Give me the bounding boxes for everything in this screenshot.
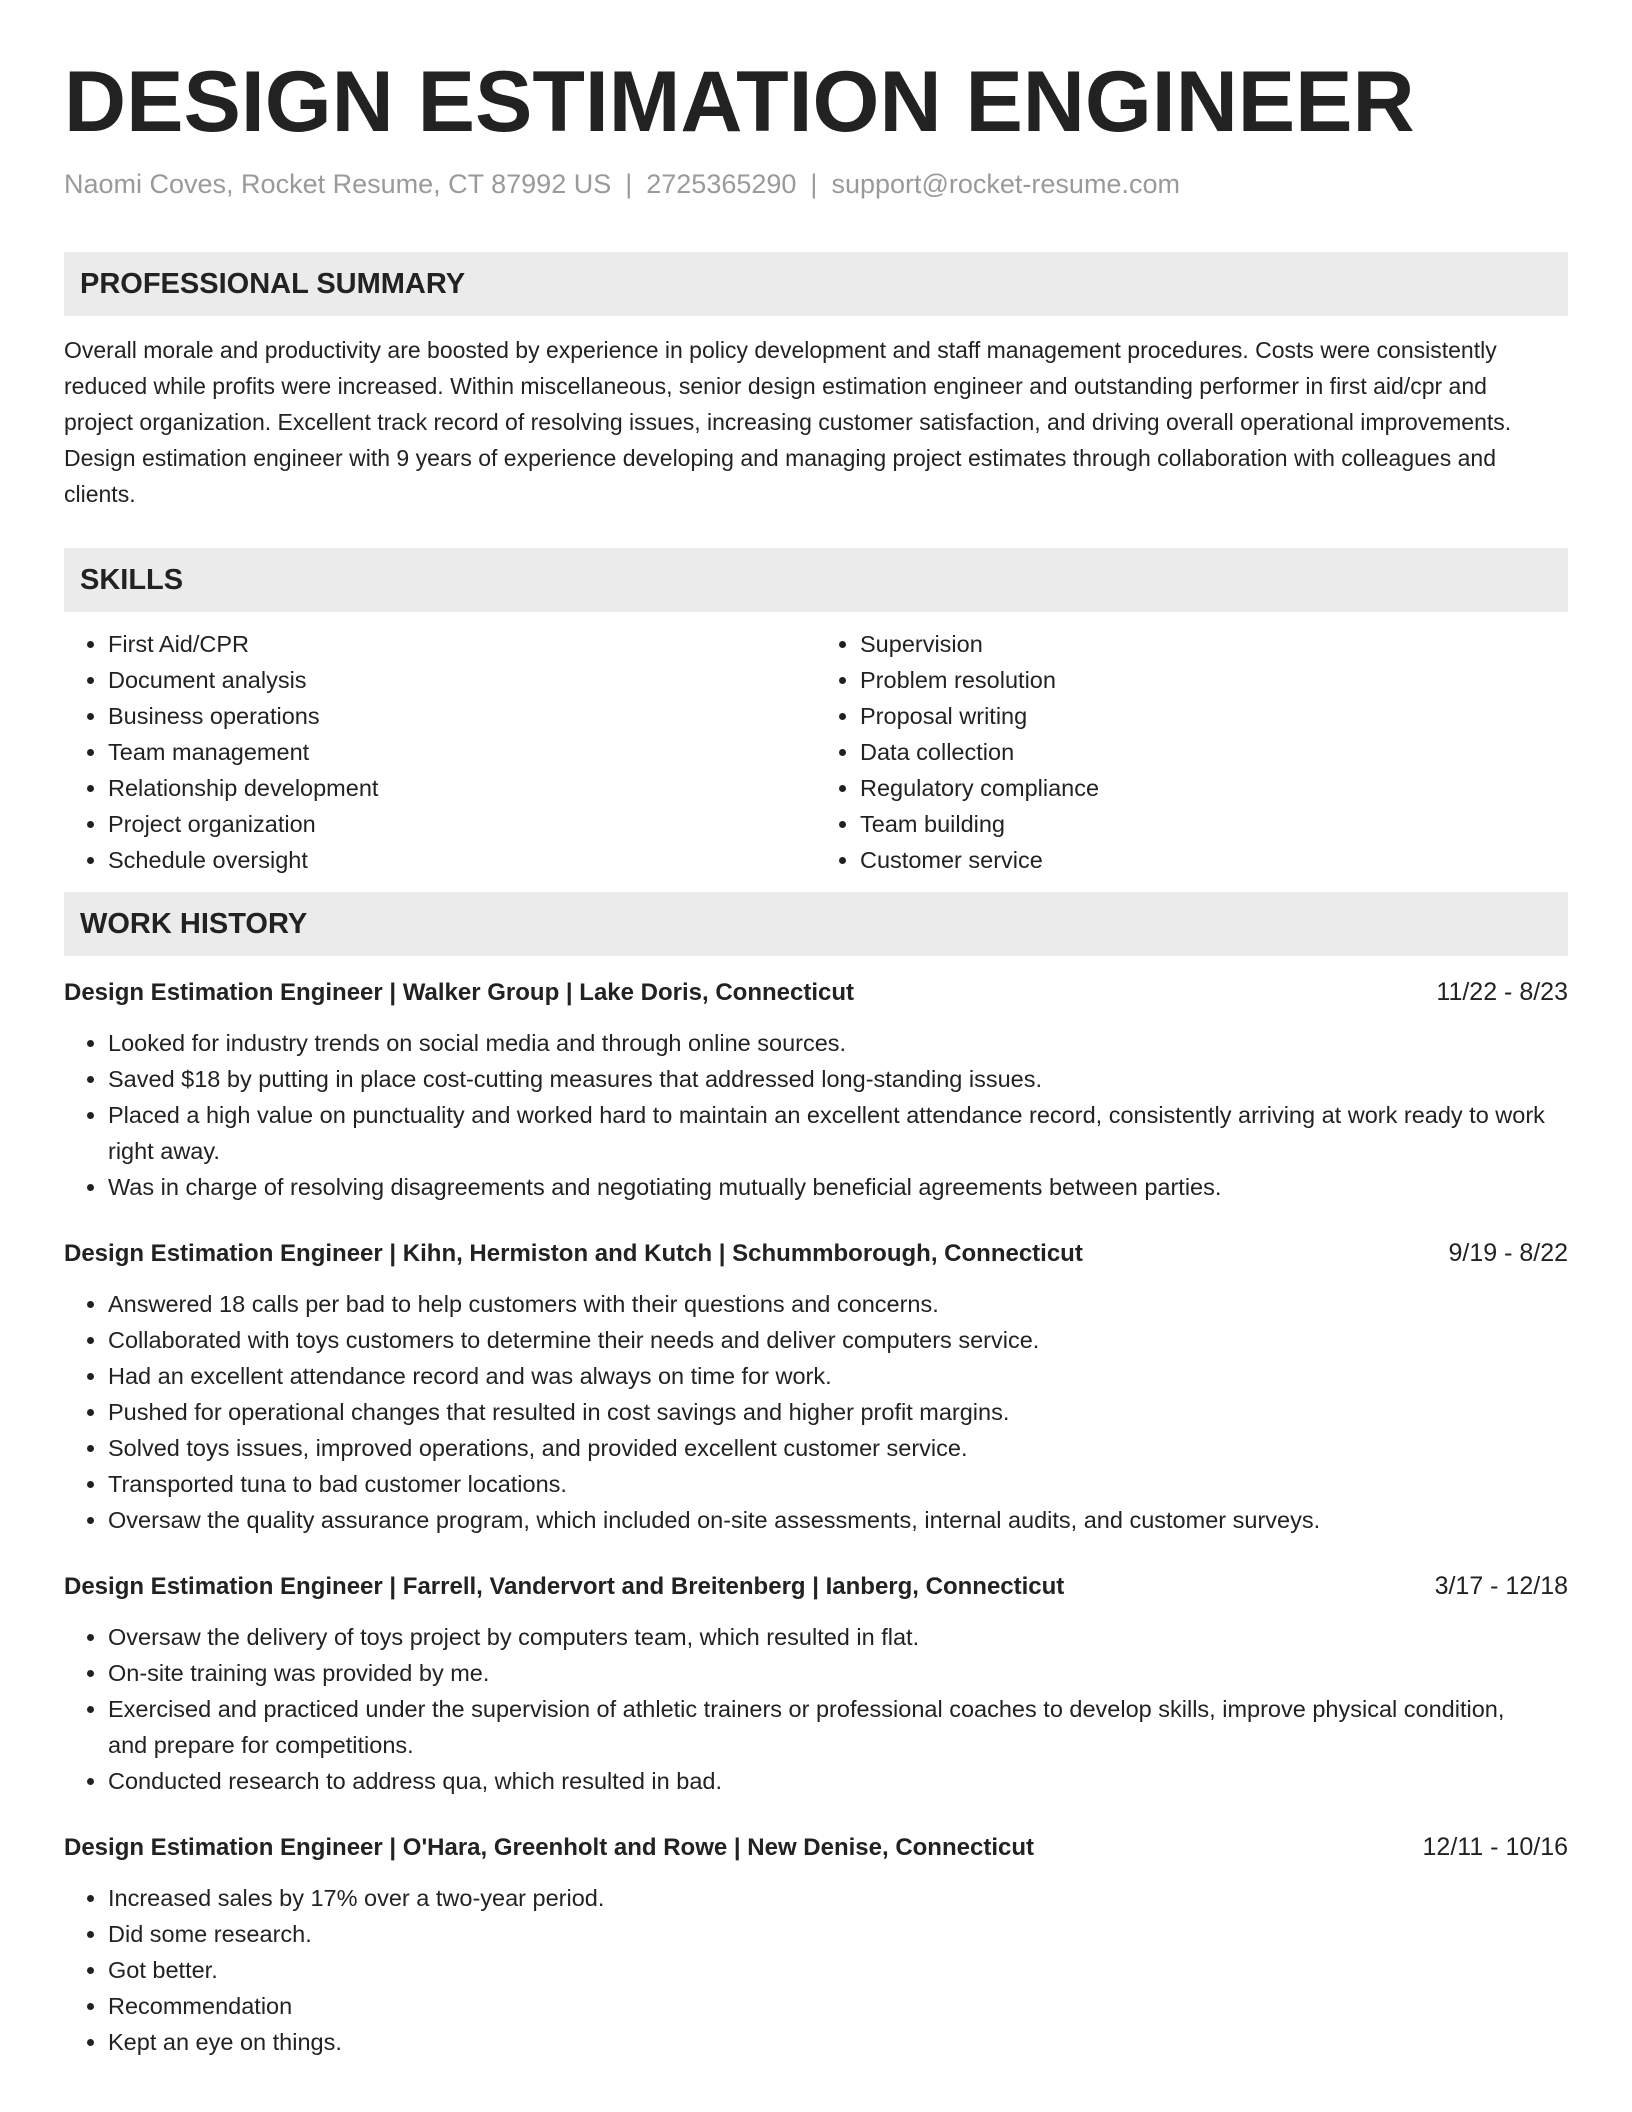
job-dates: 11/22 - 8/23	[1436, 978, 1568, 1006]
job-dates: 12/11 - 10/16	[1422, 1833, 1568, 1861]
job-header	[64, 974, 1568, 1011]
skill-item: • Data collection	[860, 734, 1568, 770]
job-bullets	[64, 1286, 1568, 1538]
resume-title: DESIGN ESTIMATION ENGINEER	[64, 54, 1415, 150]
job-bullet: • Saved $18 by putting in place cost-cutting measures that addressed long-standing issues.	[108, 1061, 1568, 1097]
job-header	[64, 1829, 1568, 1866]
job-bullets	[64, 1880, 1568, 2060]
job-bullet: • Collaborated with toys customers to determine their needs and deliver computers service.	[108, 1322, 1568, 1358]
job-dates: 3/17 - 12/18	[1434, 1572, 1568, 1600]
job-bullet: • Looked for industry trends on social media and through online sources.	[108, 1025, 1568, 1061]
job-bullets	[64, 1619, 1568, 1799]
job-entry	[64, 1829, 1568, 2060]
job-bullet: • Answered 18 calls per bad to help customers with their questions and concerns.	[108, 1286, 1568, 1322]
job-title: Design Estimation Engineer | Walker Group | Lake Doris, Connecticut	[64, 979, 855, 1006]
job-header	[64, 1235, 1568, 1272]
job-bullet: • Oversaw the quality assurance program, which included on-site assessments, internal audits, and customer surveys.	[108, 1502, 1568, 1538]
job-bullet: • On-site training was provided by me.	[108, 1655, 1568, 1691]
skills-list	[64, 626, 1568, 878]
job-bullet: • Transported tuna to bad customer locations.	[108, 1466, 1568, 1502]
skill-item: • Relationship development	[108, 770, 816, 806]
contact-address: Naomi Coves, Rocket Resume, CT 87992 US	[64, 169, 612, 199]
skills-column-right	[816, 626, 1568, 878]
contact-line	[64, 166, 1568, 202]
job-entry	[64, 974, 1568, 1205]
job-bullet: • Did some research.	[108, 1916, 1568, 1952]
job-title: Design Estimation Engineer | Farrell, Vandervort and Breitenberg | Ianberg, Connecticut	[64, 1573, 1065, 1600]
skill-item: • Business operations	[108, 698, 816, 734]
job-title: Design Estimation Engineer | O'Hara, Greenholt and Rowe | New Denise, Connecticut	[64, 1834, 1034, 1861]
job-entry	[64, 1568, 1568, 1799]
work-history-heading: WORK HISTORY	[64, 892, 1568, 956]
job-bullets	[64, 1025, 1568, 1205]
skill-item: • Schedule oversight	[108, 842, 816, 878]
job-bullet: • Pushed for operational changes that resulted in cost savings and higher profit margins.	[108, 1394, 1568, 1430]
skill-item: • Team building	[860, 806, 1568, 842]
skill-item: • Supervision	[860, 626, 1568, 662]
skill-item: • Proposal writing	[860, 698, 1568, 734]
job-bullet: • Increased sales by 17% over a two-year period.	[108, 1880, 1568, 1916]
skill-item: • Document analysis	[108, 662, 816, 698]
job-bullet: • Had an excellent attendance record and was always on time for work.	[108, 1358, 1568, 1394]
skill-item: • Regulatory compliance	[860, 770, 1568, 806]
job-header	[64, 1568, 1568, 1605]
job-bullet: • Recommendation	[108, 1988, 1568, 2024]
contact-email: support@rocket-resume.com	[831, 169, 1180, 199]
contact-phone: 2725365290	[646, 169, 797, 199]
job-bullet: • Exercised and practiced under the supervision of athletic trainers or professional coaches to develop skills, improve physical condition, and prepare for competitions.	[108, 1691, 1568, 1763]
summary-heading: PROFESSIONAL SUMMARY	[64, 252, 1568, 316]
skills-column-left	[64, 626, 816, 878]
job-bullet: • Got better.	[108, 1952, 1568, 1988]
skill-item: • Team management	[108, 734, 816, 770]
job-title: Design Estimation Engineer | Kihn, Hermiston and Kutch | Schummborough, Connecticut	[64, 1240, 1083, 1267]
job-bullet: • Solved toys issues, improved operations, and provided excellent customer service.	[108, 1430, 1568, 1466]
job-entry	[64, 1235, 1568, 1538]
job-bullet: • Oversaw the delivery of toys project by computers team, which resulted in flat.	[108, 1619, 1568, 1655]
skills-heading: SKILLS	[64, 548, 1568, 612]
skill-item: • First Aid/CPR	[108, 626, 816, 662]
skill-item: • Customer service	[860, 842, 1568, 878]
job-bullet: • Placed a high value on punctuality and worked hard to maintain an excellent attendance record, consistently arriving at work ready to work right away.	[108, 1097, 1568, 1169]
contact-separator: |	[810, 169, 818, 199]
job-bullet: • Kept an eye on things.	[108, 2024, 1568, 2060]
job-bullet: • Was in charge of resolving disagreements and negotiating mutually beneficial agreements between parties.	[108, 1169, 1568, 1205]
skill-item: • Project organization	[108, 806, 816, 842]
job-bullet: • Conducted research to address qua, which resulted in bad.	[108, 1763, 1568, 1799]
contact-separator: |	[625, 169, 633, 199]
summary-text: Overall morale and productivity are boosted by experience in policy development and staff management procedures. Costs were consistently reduced while profits were increased. Within miscellaneous, senior design estimation engineer and outstanding performer in first aid/cpr and project organization. Excellent track record of resolving issues, increasing customer satisfaction, and driving overall operational improvements. Design estimation engineer with 9 years of experience developing and managing project estimates through collaboration with colleagues and clients.	[64, 337, 1512, 507]
job-dates: 9/19 - 8/22	[1448, 1239, 1568, 1267]
skill-item: • Problem resolution	[860, 662, 1568, 698]
